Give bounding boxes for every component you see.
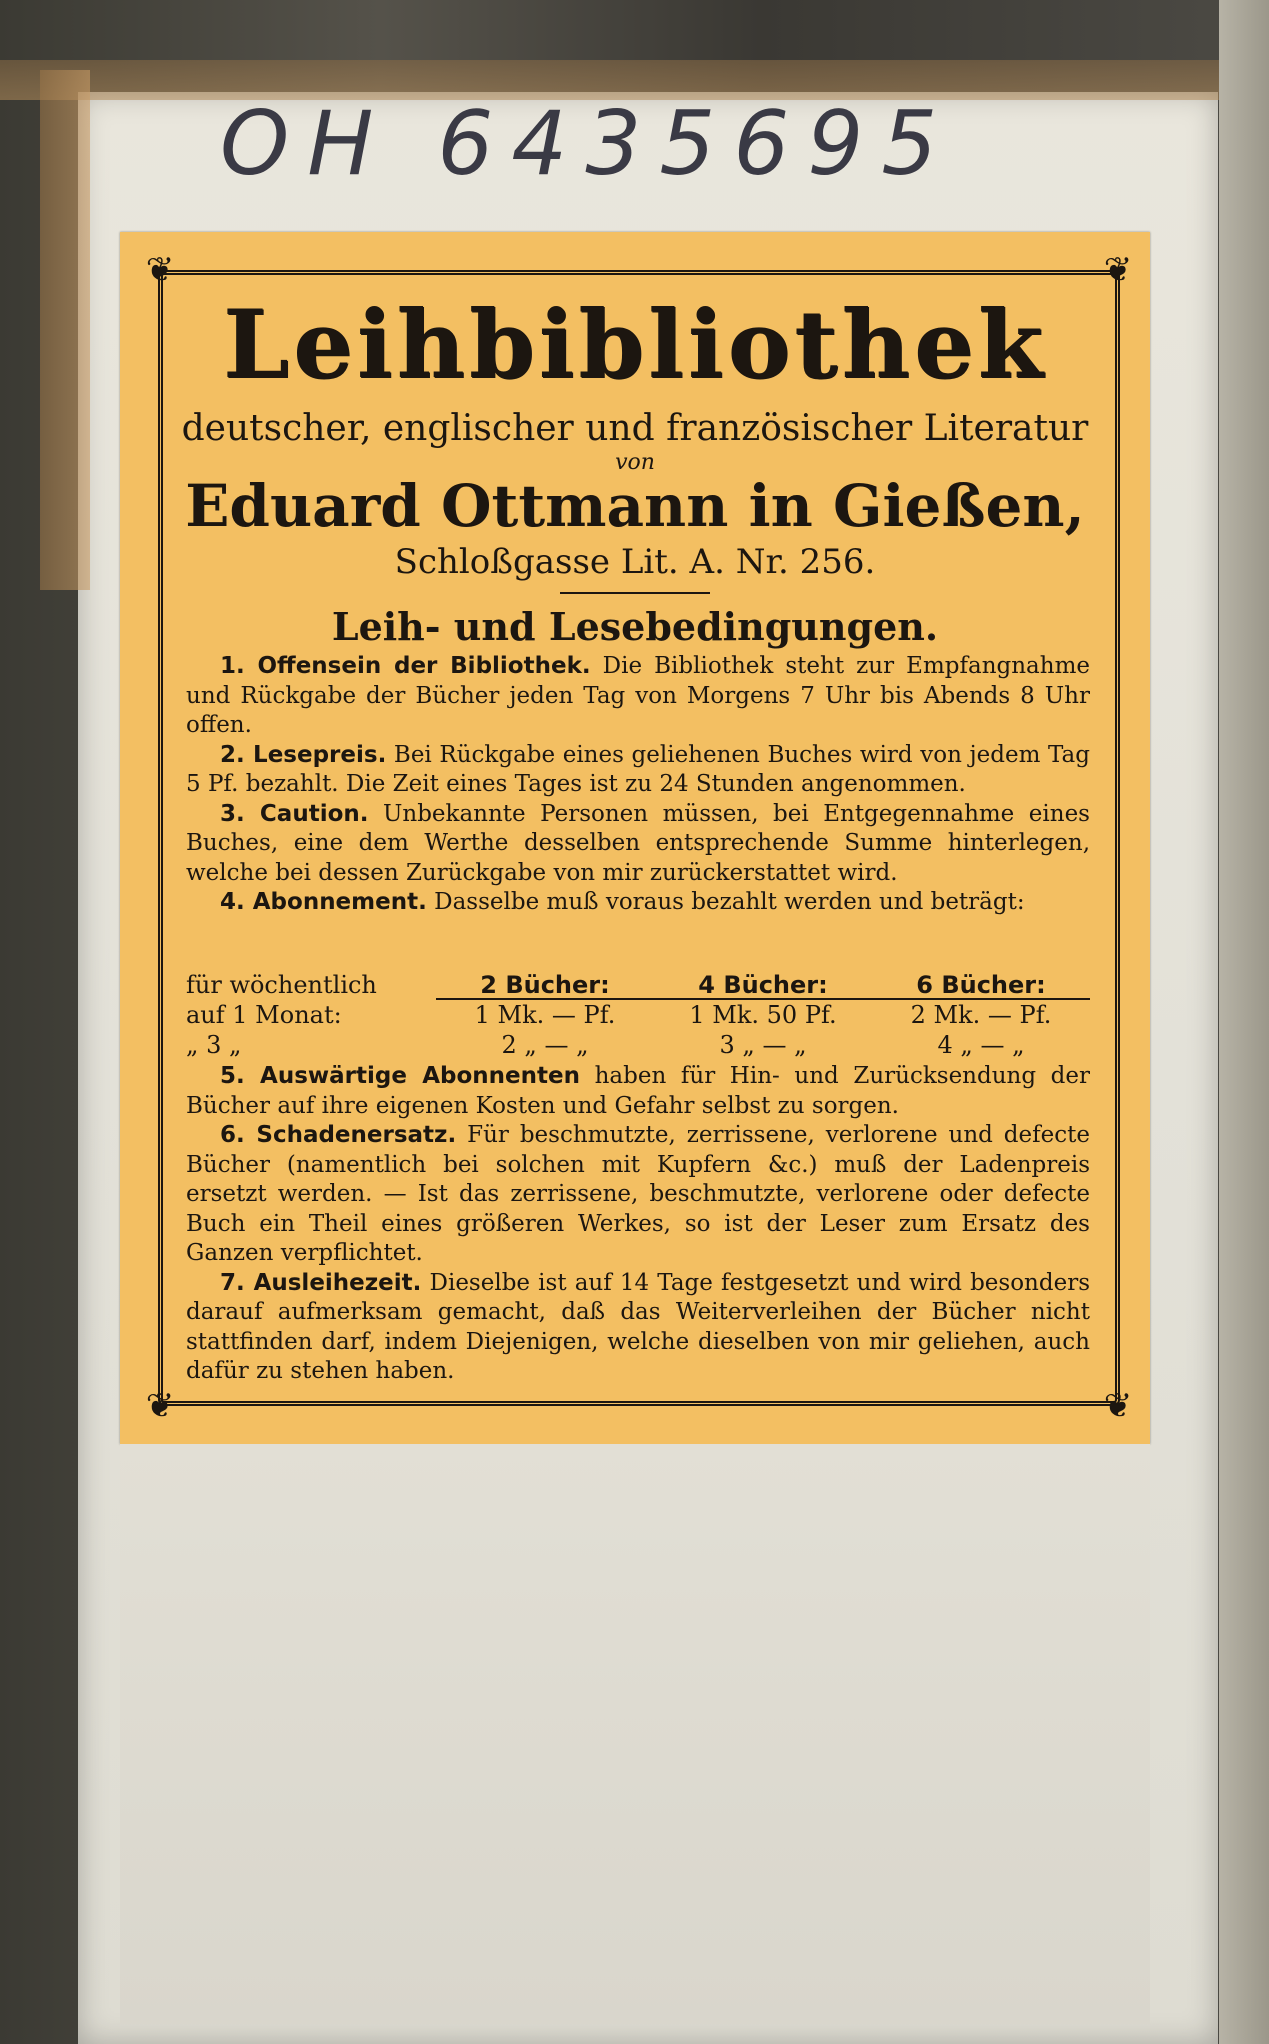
table-header: 4 Bücher: [654,970,872,1000]
condition-paragraph [186,741,1090,800]
condition-paragraph [186,800,1090,889]
ornament-icon: ❦ [145,250,175,290]
condition-term: 3. Caution. [220,800,369,827]
library-owner: Eduard Ottmann in Gießen, [185,472,1085,540]
label-title: Leihbibliothek [223,290,1047,400]
condition-term: 4. Abonnement. [220,889,427,915]
table-cell: 2 „ — „ [501,1031,589,1059]
ornament-icon: ❦ [145,1386,175,1426]
condition-text: Dieselbe ist auf 14 Tage festgesetzt und wird besonders darauf aufmerksam gemacht, daß das Weiterverleihen der Bücher nicht stattfinden darf, indem Diejenigen, welche dieselben von mir geliehen, auch dafür zu stehen haben. [186,1269,1090,1384]
condition-text: Die Bibliothek steht zur Empfangnahme und Rückgabe der Bücher jeden Tag von Morgens 7 Uhr bis Abends 8 Uhr offen. [186,653,1090,738]
handwritten-shelfmark: OH 6435695 [220,92,956,195]
table-header-row [186,970,1090,1000]
condition-text: Unbekannte Personen müssen, bei Entgegennahme eines Buches, eine dem Werthe desselben entsprechende Summe hinterlegen, welche bei dessen Zurückgabe von mir zurückerstattet wird. [186,800,1090,886]
table-cell: 4 „ — „ [937,1031,1025,1059]
condition-text: Für beschmutzte, zerrissene, verlorene und defecte Bücher (namentlich bei solchen mit Kupfern &c.) muß der Ladenpreis ersetzt werden. — Ist das zerrissene, beschmutzte, verlorene oder defecte Buch ein Theil eines größeren Werkes, so ist der Leser zum Ersatz des Ganzen verpflichtet. [186,1122,1090,1266]
condition-term: 2. Lesepreis. [220,741,387,768]
table-cell: 1 Mk. 50 Pf. [689,1001,837,1029]
condition-paragraph [186,1062,1090,1121]
conditions-heading: Leih- und Lesebedingungen. [331,604,939,649]
condition-paragraph [186,652,1090,741]
condition-paragraph [186,1121,1090,1269]
divider [560,592,710,594]
table-header: 2 Bücher: [436,970,654,1000]
paper-tape-left [40,70,90,590]
library-address: Schloßgasse Lit. A. Nr. 256. [394,542,876,582]
library-label [120,232,1150,1444]
condition-paragraph [186,888,1090,918]
table-cell: 3 „ — „ [719,1031,807,1059]
ornament-icon: ❦ [1103,1386,1133,1426]
label-subtitle: deutscher, englischer und französischer Literatur [181,408,1089,449]
condition-text: Dasselbe muß voraus bezahlt werden und beträgt: [426,889,1025,915]
condition-term: 6. Schadenersatz. [220,1122,457,1148]
abonnement-table [186,970,1090,1060]
condition-text: haben für Hin- und Zurücksendung der Bücher auf ihre eigenen Kosten und Gefahr selbst zu sorgen. [186,1063,1090,1119]
condition-term: 1. Offensein der Bibliothek. [220,653,591,679]
table-row [186,1030,1090,1060]
condition-term: 7. Ausleihezeit. [220,1269,422,1296]
table-cell: 1 Mk. — Pf. [474,1001,616,1029]
ornament-icon: ❦ [1103,250,1133,290]
condition-term: 5. Auswärtige Abonnenten [220,1063,581,1089]
blank-endpaper-area [120,1444,1150,2024]
condition-paragraph [186,1269,1090,1387]
conditions-text [186,652,1090,918]
table-cell: auf 1 Monat: [186,1001,342,1029]
conditions-text-continued [186,1062,1090,1387]
table-cell: 2 Mk. — Pf. [910,1001,1052,1029]
table-header: 6 Bücher: [872,970,1090,1000]
page-edge [1219,0,1269,2044]
table-row [186,1000,1090,1030]
condition-text: Bei Rückgabe eines geliehenen Buches wird von jedem Tag 5 Pf. bezahlt. Die Zeit eines Tages ist zu 24 Stunden angenommen. [186,741,1090,797]
label-von: von [615,450,655,475]
table-cell: „ 3 „ [186,1031,242,1059]
table-header: für wöchentlich [186,971,377,999]
